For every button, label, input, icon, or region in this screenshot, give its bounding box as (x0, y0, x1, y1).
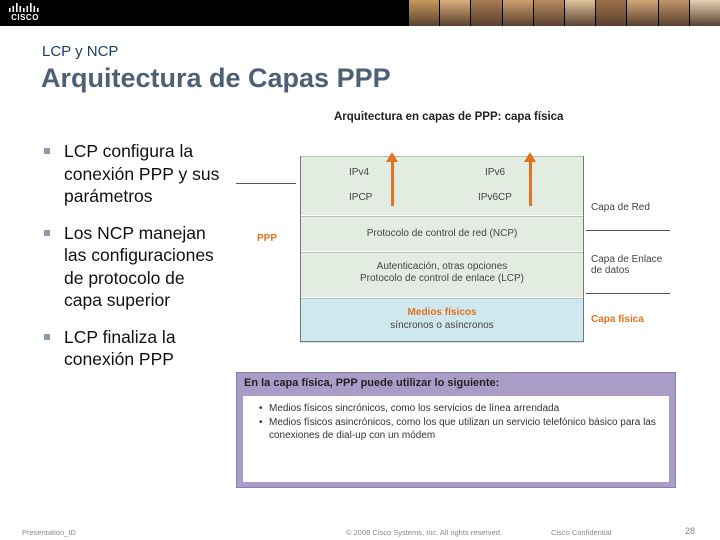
ncp-label: Protocolo de control de red (NCP) (366, 228, 518, 239)
bullet-item (44, 326, 224, 371)
panel-body (243, 396, 669, 482)
header-photo (533, 0, 564, 26)
diagram-title: Arquitectura en capas de PPP: capa física (334, 111, 564, 123)
divider-line (586, 293, 670, 294)
divider-line (586, 230, 670, 231)
ipv6cp-label: IPv6CP (478, 192, 512, 203)
header-photo (439, 0, 470, 26)
header-photo-strip (408, 0, 720, 26)
header-photo (595, 0, 626, 26)
header-photo (658, 0, 689, 26)
header-photo (502, 0, 533, 26)
ipcp-label: IPCP (349, 192, 373, 203)
page-number: 28 (685, 526, 696, 536)
slide-title: Arquitectura de Capas PPP (41, 63, 391, 93)
cisco-bars-icon (8, 3, 42, 12)
slide-kicker: LCP y NCP (42, 43, 119, 60)
bullet-text: Los NCP manejan las configuraciones de protocolo de capa superior (64, 222, 214, 310)
panel-list-item: • Medios físicos sincrónicos, como los servicios de línea arrendada (259, 402, 665, 415)
bullet-list (44, 140, 224, 385)
footer-confidential: Cisco Confidential (551, 528, 612, 537)
panel-list (243, 396, 669, 442)
logo-text: CISCO (11, 13, 39, 22)
header-photo (408, 0, 439, 26)
network-layer-label: Capa de Red (591, 202, 650, 213)
media-subtitle: síncronos o asíncronos (390, 320, 494, 331)
ppp-layer-diagram (236, 108, 720, 348)
footer-presentation-id: Presentation_ID (22, 528, 76, 537)
panel-heading: En la capa física, PPP puede utilizar lo siguiente: (244, 377, 500, 389)
lcp-label: Protocolo de control de enlace (LCP) (360, 273, 524, 284)
physical-layer-panel (236, 372, 676, 488)
ppp-label: PPP (257, 233, 278, 244)
header-photo (689, 0, 720, 26)
link-layer-label: Capa de Enlace de datos (591, 254, 663, 276)
physical-layer-label: Capa física (591, 314, 644, 325)
up-arrow-icon (524, 152, 536, 162)
bullet-square-icon (44, 230, 50, 236)
ipv6-label: IPv6 (485, 167, 506, 178)
ipv4-label: IPv4 (349, 167, 370, 178)
bullet-item (44, 222, 224, 312)
footer-copyright: © 2008 Cisco Systems, Inc. All rights reserved. (346, 528, 503, 537)
bullet-text: LCP configura la conexión PPP y sus parámetros (64, 141, 220, 206)
divider-line (236, 183, 296, 184)
header-photo (626, 0, 657, 26)
header-photo (470, 0, 501, 26)
bullet-square-icon (44, 148, 50, 154)
top-bar (0, 0, 720, 26)
bullet-text: LCP finaliza la conexión PPP (64, 326, 176, 369)
media-title: Medios físicos (407, 307, 477, 318)
bullet-item (44, 140, 224, 208)
header-photo (564, 0, 595, 26)
cisco-logo (8, 3, 42, 23)
arrow-shaft (529, 160, 532, 206)
panel-list-item: • Medios físicos asincrónicos, como los que utilizan un servicio telefónico básico para las conexiones de dial-up con un módem (259, 416, 665, 442)
up-arrow-icon (386, 152, 398, 162)
arrow-shaft (391, 160, 394, 206)
bullet-square-icon (44, 334, 50, 340)
auth-label: Autenticación, otras opciones (376, 261, 508, 272)
